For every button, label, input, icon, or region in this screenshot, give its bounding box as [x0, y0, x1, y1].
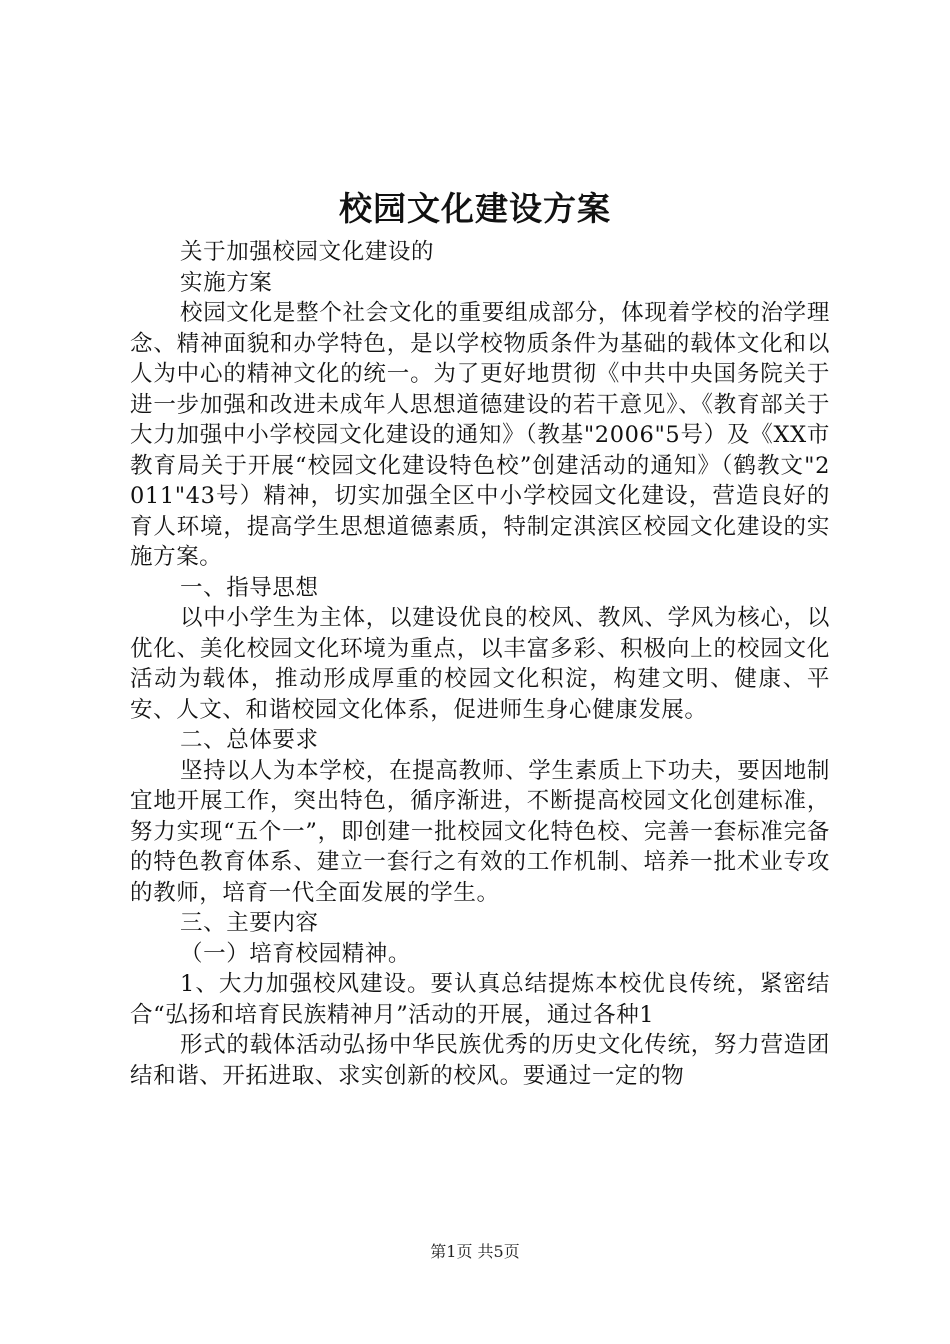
section-heading-main-content: 三、主要内容: [180, 910, 319, 936]
general-requirements-paragraph: 坚持以人为本学校，在提高教师、学生素质上下功夫，要因地制宜地开展工作，突出特色，循序渐进，不断提高校园文化创建标准，努力实现“五个一”，即创建一批校园文化特色校、完善一套标准完备的特色教育体系、建立一套行之有效的工作机制、培养一批术业专攻的教师，培育一代全面发展的学生。: [130, 757, 830, 906]
subtitle-line-1: 关于加强校园文化建设的: [180, 239, 435, 265]
document-body: [130, 237, 830, 1091]
section-heading-guiding-ideology: 一、指导思想: [180, 574, 319, 601]
campus-spirit-paragraph-1: 1、大力加强校风建设。要认真总结提炼本校优良传统，紧密结合“弘扬和培育民族精神月”活动的开展，通过各种1: [130, 971, 830, 1028]
guiding-ideology-paragraph: 以中小学生为主体，以建设优良的校风、教风、学风为核心，以优化、美化校园文化环境为重点，以丰富多彩、积极向上的校园文化活动为载体，推动形成厚重的校园文化积淀，构建文明、健康、平安、人文、和谐校园文化体系，促进师生身心健康发展。: [130, 605, 830, 723]
document-title: 校园文化建设方案: [339, 189, 611, 228]
section-heading-general-requirements: 二、总体要求: [180, 727, 319, 753]
intro-paragraph: 校园文化是整个社会文化的重要组成部分，体现着学校的治学理念、精神面貌和办学特色，是以学校物质条件为基础的载体文化和以人为中心的精神文化的统一。为了更好地贯彻《中共中央国务院关于进一步加强和改进未成年人思想道德建设的若干意见》、《教育部关于大力加强中小学校园文化建设的通知》（教基"2006"5号）及《XX市教育局关于开展“校园文化建设特色校”创建活动的通知》（鹤教文"2011"43号）精神，切实加强全区中小学校园文化建设，营造良好的育人环境，提高学生思想道德素质，特制定淇滨区校园文化建设的实施方案。: [130, 300, 830, 570]
page-number-footer: 第1页 共5页: [430, 1242, 520, 1261]
campus-spirit-paragraph-2: 形式的载体活动弘扬中华民族优秀的历史文化传统，努力营造团结和谐、开拓进取、求实创新的校风。要通过一定的物: [130, 1032, 830, 1089]
subtitle-line-2: 实施方案: [180, 269, 273, 296]
subsection-heading-campus-spirit: （一）培育校园精神。: [180, 940, 412, 967]
